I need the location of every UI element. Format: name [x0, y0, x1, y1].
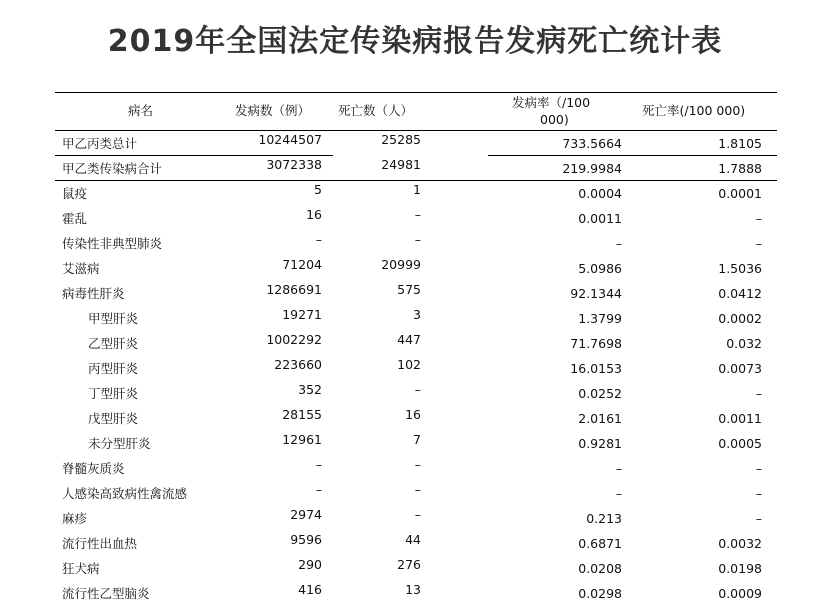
row-disease-name: 艾滋病: [62, 261, 100, 276]
row-deaths: 44: [405, 532, 421, 547]
row-deaths: 1: [413, 182, 421, 197]
row-disease-name: 流行性乙型脑炎: [62, 586, 150, 601]
row-cases: 16: [306, 207, 322, 222]
row-cases: –: [315, 482, 322, 497]
row-deaths: –: [414, 232, 421, 247]
row-mortality: –: [755, 511, 762, 526]
row-incidence: 0.0004: [578, 186, 622, 201]
row-mortality: 0.0011: [718, 411, 762, 426]
total-row-rule-left: [55, 155, 333, 156]
row-incidence: 0.213: [586, 511, 622, 526]
row-disease-name: 麻疹: [62, 511, 88, 526]
row-cases: 1286691: [266, 282, 322, 297]
row-disease-name: 甲乙丙类总计: [62, 136, 138, 151]
row-mortality: 1.7888: [718, 161, 762, 176]
row-incidence: –: [615, 461, 622, 476]
row-cases: 416: [298, 582, 322, 597]
row-deaths: 7: [413, 432, 421, 447]
row-incidence: 0.0252: [578, 386, 622, 401]
row-cases: 2974: [290, 507, 322, 522]
row-incidence: 0.6871: [578, 536, 622, 551]
row-deaths: –: [414, 457, 421, 472]
row-mortality: 0.0032: [718, 536, 762, 551]
row-incidence: 2.0161: [578, 411, 622, 426]
row-deaths: 276: [397, 557, 421, 572]
row-disease-name: 未分型肝炎: [88, 436, 151, 451]
row-mortality: –: [755, 236, 762, 251]
row-mortality: –: [755, 386, 762, 401]
row-cases: 223660: [274, 357, 322, 372]
row-cases: 290: [298, 557, 322, 572]
header-deaths: 死亡数（人）: [338, 103, 414, 118]
row-mortality: –: [755, 211, 762, 226]
row-mortality: 1.5036: [718, 261, 762, 276]
row-cases: 5: [314, 182, 322, 197]
row-deaths: 447: [397, 332, 421, 347]
row-mortality: 0.0005: [718, 436, 762, 451]
row-incidence: 1.3799: [578, 311, 622, 326]
row-disease-name: 丙型肝炎: [88, 361, 139, 376]
row-deaths: 102: [397, 357, 421, 372]
row-disease-name: 病毒性肝炎: [62, 286, 125, 301]
row-cases: –: [315, 457, 322, 472]
row-disease-name: 甲型肝炎: [88, 311, 139, 326]
row-mortality: 0.0073: [718, 361, 762, 376]
row-cases: 28155: [282, 407, 322, 422]
row-disease-name: 丁型肝炎: [88, 386, 139, 401]
row-disease-name: 狂犬病: [62, 561, 100, 576]
row-incidence: 0.0011: [578, 211, 622, 226]
row-incidence: 0.0208: [578, 561, 622, 576]
row-incidence: 733.5664: [562, 136, 622, 151]
header-rule: [55, 130, 777, 131]
row-mortality: 0.032: [726, 336, 762, 351]
row-mortality: –: [755, 486, 762, 501]
row-disease-name: 人感染高致病性禽流感: [62, 486, 188, 501]
subtotal-row-rule: [55, 180, 777, 181]
row-cases: 1002292: [266, 332, 322, 347]
header-name: 病名: [128, 103, 154, 118]
row-mortality: 0.0002: [718, 311, 762, 326]
row-cases: 3072338: [266, 157, 322, 172]
row-deaths: 25285: [381, 132, 421, 147]
row-disease-name: 鼠疫: [62, 186, 88, 201]
row-mortality: 0.0412: [718, 286, 762, 301]
row-deaths: 575: [397, 282, 421, 297]
row-mortality: 0.0009: [718, 586, 762, 601]
row-incidence: 16.0153: [570, 361, 622, 376]
row-mortality: 0.0198: [718, 561, 762, 576]
row-cases: 12961: [282, 432, 322, 447]
row-cases: 19271: [282, 307, 322, 322]
row-incidence: 0.9281: [578, 436, 622, 451]
header-mortality: 死亡率(/100 000): [642, 103, 746, 118]
total-row-rule-right: [488, 155, 777, 156]
row-incidence: 5.0986: [578, 261, 622, 276]
row-deaths: 13: [405, 582, 421, 597]
row-disease-name: 霍乱: [62, 211, 88, 226]
row-cases: 9596: [290, 532, 322, 547]
row-deaths: –: [414, 382, 421, 397]
row-incidence: 71.7698: [570, 336, 622, 351]
row-incidence: 219.9984: [562, 161, 622, 176]
row-deaths: 20999: [381, 257, 421, 272]
row-disease-name: 甲乙类传染病合计: [62, 161, 163, 176]
row-disease-name: 流行性出血热: [62, 536, 138, 551]
row-mortality: 1.8105: [718, 136, 762, 151]
row-cases: 352: [298, 382, 322, 397]
row-disease-name: 戊型肝炎: [88, 411, 139, 426]
row-deaths: 16: [405, 407, 421, 422]
row-disease-name: 脊髓灰质炎: [62, 461, 125, 476]
row-deaths: –: [414, 482, 421, 497]
row-disease-name: 乙型肝炎: [88, 336, 139, 351]
row-deaths: –: [414, 207, 421, 222]
row-disease-name: 传染性非典型肺炎: [62, 236, 163, 251]
row-cases: –: [315, 232, 322, 247]
header-incidence-line2: 000): [540, 112, 569, 127]
row-mortality: –: [755, 461, 762, 476]
row-deaths: –: [414, 507, 421, 522]
row-incidence: –: [615, 236, 622, 251]
header-incidence-line1: 发病率（/100: [512, 95, 591, 110]
row-incidence: 92.1344: [570, 286, 622, 301]
page-title: 2019年全国法定传染病报告发病死亡统计表: [107, 24, 723, 59]
row-deaths: 3: [413, 307, 421, 322]
row-deaths: 24981: [381, 157, 421, 172]
row-incidence: 0.0298: [578, 586, 622, 601]
row-cases: 71204: [282, 257, 322, 272]
row-incidence: –: [615, 486, 622, 501]
table-top-rule: [55, 92, 777, 93]
row-cases: 10244507: [258, 132, 322, 147]
header-cases: 发病数（例）: [235, 103, 311, 118]
row-mortality: 0.0001: [718, 186, 762, 201]
